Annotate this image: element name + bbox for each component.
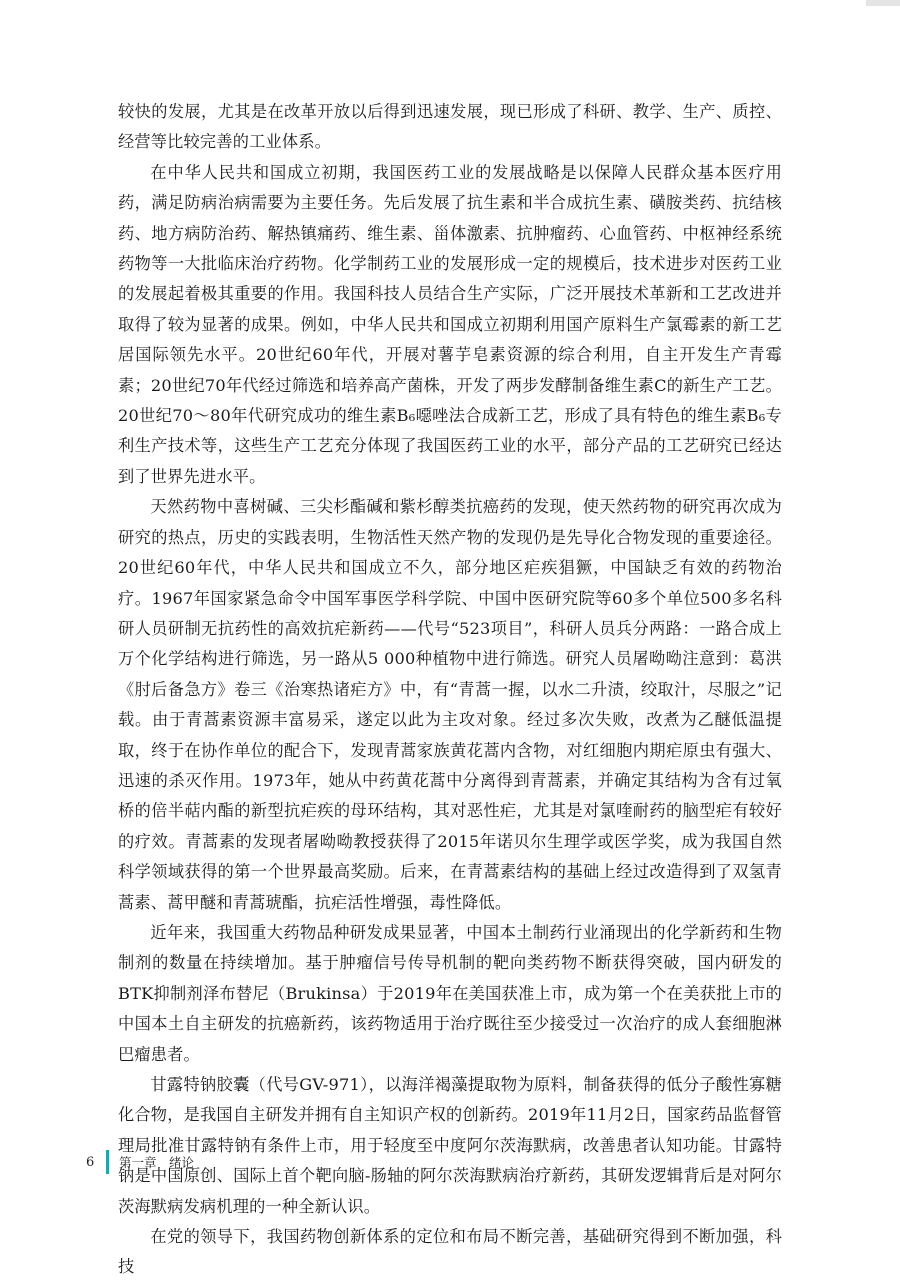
paragraph-1: 较快的发展，尤其是在改革开放以后得到迅速发展，现已形成了科研、教学、生产、质控、经营等比较完善的工业体系。 xyxy=(118,102,782,152)
paragraph-4: 近年来，我国重大药物品种研发成果显著，中国本土制药行业涌现出的化学新药和生物制剂的数量在持续增加。基于肿瘤信号传导机制的靶向类药物不断获得突破，国内研发的BTK抑制剂泽布替尼（Brukinsa）于2019年在美国获准上市，成为第一个在美获批上市的中国本土自主研发的抗癌新药，该药物适用于治疗既往至少接受过一次治疗的成人套细胞淋巴瘤患者。 xyxy=(118,922,782,1064)
paragraph-2: 在中华人民共和国成立初期，我国医药工业的发展战略是以保障人民群众基本医疗用药，满足防病治病需要为主要任务。先后发展了抗生素和半合成抗生素、磺胺类药、抗结核药、地方病防治药、解热镇痛药、维生素、甾体激素、抗肿瘤药、心血管药、中枢神经系统药物等一大批临床治疗药物。化学制药工业的发展形成一定的规模后，技术进步对医药工业的发展起着极其重要的作用。我国科技人员结合生产实际，广泛开展技术革新和工艺改进并取得了较为显著的成果。例如，中华人民共和国成立初期利用国产原料生产氯霉素的新工艺居国际领先水平。20世纪60年代，开展对薯芋皂素资源的综合利用，自主开发生产青霉素；20世纪70年代经过筛选和培养高产菌株，开发了两步发酵制备维生素C的新生产工艺。20世纪70～80年代研究成功的维生素B₆噁唑法合成新工艺，形成了具有特色的维生素B₆专利生产技术等，这些生产工艺充分体现了我国医药工业的水平，部分产品的工艺研究已经达到了世界先进水平。 xyxy=(118,162,782,486)
body-text xyxy=(118,97,782,1283)
paragraph-5: 甘露特钠胶囊（代号GV-971），以海洋褐藻提取物为原料，制备获得的低分子酸性寡糖化合物，是我国自主研发并拥有自主知识产权的创新药。2019年11月2日，国家药品监督管理局批准甘露特钠有条件上市，用于轻度至中度阿尔茨海默病，改善患者认知功能。甘露特钠是中国原创、国际上首个靶向脑-肠轴的阿尔茨海默病治疗新药，其研发逻辑背后是对阿尔茨海默病发病机理的一种全新认识。 xyxy=(118,1075,782,1216)
chapter-label: 第一章 绪论 xyxy=(119,1155,195,1170)
paragraph-6: 在党的领导下，我国药物创新体系的定位和布局不断完善，基础研究得到不断加强，科技 xyxy=(118,1227,782,1277)
paragraph-3: 天然药物中喜树碱、三尖杉酯碱和紫杉醇类抗癌药的发现，使天然药物的研究再次成为研究的热点，历史的实践表明，生物活性天然产物的发现仍是先导化合物发现的重要途径。20世纪60年代，中华人民共和国成立不久，部分地区疟疾猖獗，中国缺乏有效的药物治疗。1967年国家紧急命令中国军事医学科学院、中国中医研究院等60多个单位500多名科研人员研制无抗药性的高效抗疟新药——代号“523项目”，科研人员兵分两路：一路合成上万个化学结构进行筛选，另一路从5 000种植物中进行筛选。研究人员屠呦呦注意到：葛洪《肘后备急方》卷三《治寒热诸疟方》中，有“青蒿一握，以水二升渍，绞取汁，尽服之”记载。由于青蒿素资源丰富易采，遂定以此为主攻对象。经过多次失败，改煮为乙醚低温提取，终于在协作单位的配合下，发现青蒿家族黄花蒿内含物，对红细胞内期疟原虫有强大、迅速的杀灭作用。1973年，她从中药黄花蒿中分离得到青蒿素，并确定其结构为含有过氧桥的倍半萜内酯的新型抗疟疾的母环结构，其对恶性疟，尤其是对氯喹耐药的脑型疟有较好的疗效。青蒿素的发现者屠呦呦教授获得了2015年诺贝尔生理学或医学奖，成为我国自然科学领域获得的第一个世界最高奖励。后来，在青蒿素结构的基础上经过改造得到了双氢青蒿素、蒿甲醚和青蒿琥酯，抗疟活性增强，毒性降低。 xyxy=(118,497,782,912)
footer-divider xyxy=(106,1150,109,1174)
page-number: 6 xyxy=(86,1154,95,1170)
page-footer xyxy=(86,1150,194,1174)
corner-mark xyxy=(866,0,900,6)
